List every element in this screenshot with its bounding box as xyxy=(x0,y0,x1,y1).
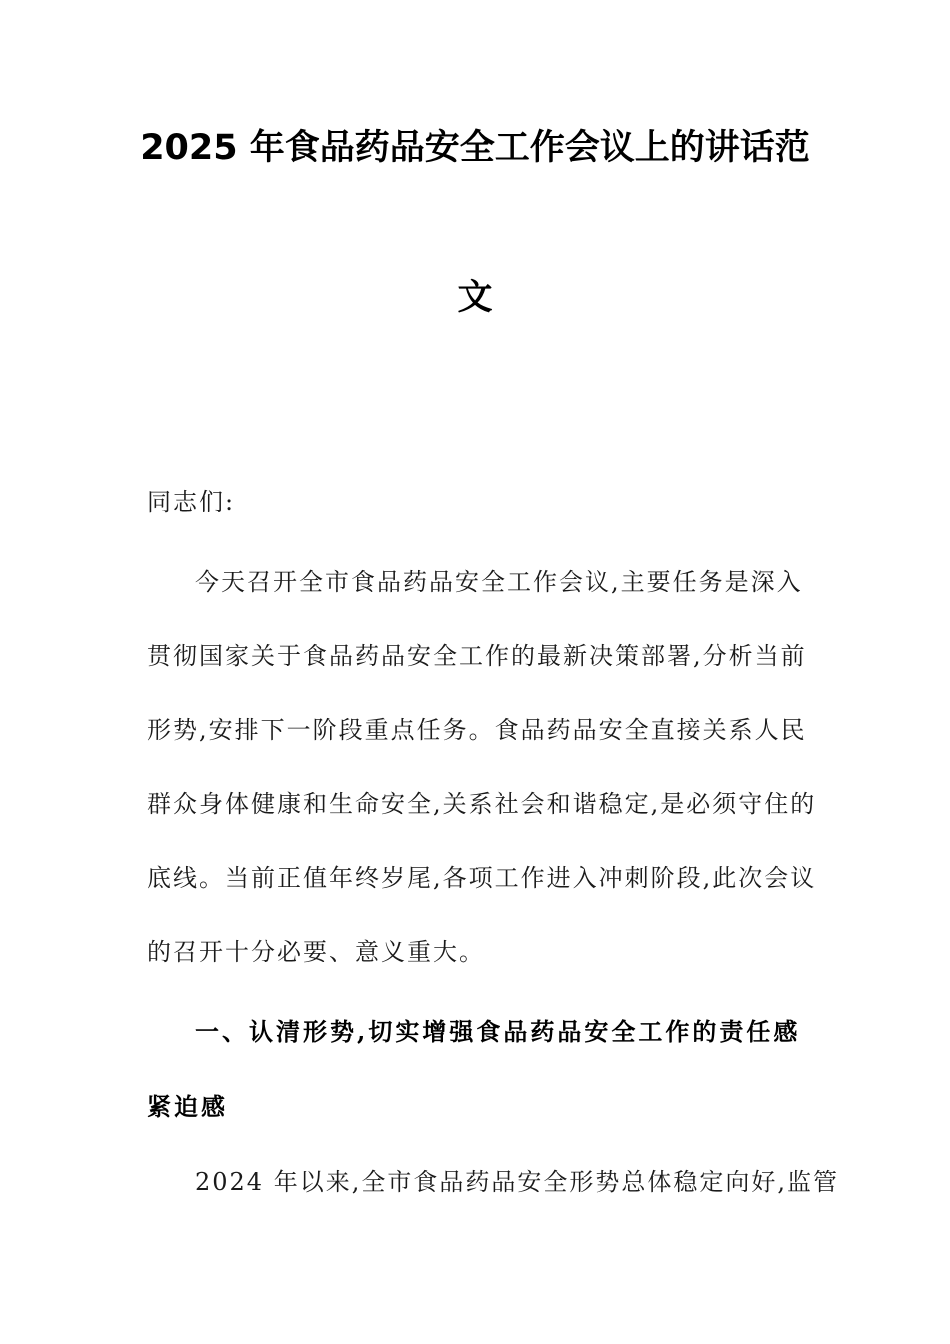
intro-line-2: 贯彻国家关于食品药品安全工作的最新决策部署,分析当前 xyxy=(147,642,807,670)
intro-line-4: 群众身体健康和生命安全,关系社会和谐稳定,是必须守住的 xyxy=(147,790,817,818)
intro-line-1: 今天召开全市食品药品安全工作会议,主要任务是深入 xyxy=(195,568,803,596)
section-1-heading-line-1: 一、认清形势,切实增强食品药品安全工作的责任感 xyxy=(195,1017,801,1046)
intro-line-3: 形势,安排下一阶段重点任务。食品药品安全直接关系人民 xyxy=(147,716,807,744)
intro-line-5: 底线。当前正值年终岁尾,各项工作进入冲刺阶段,此次会议 xyxy=(147,864,817,892)
section-1-paragraph-line-1: 2024 年以来,全市食品药品安全形势总体稳定向好,监管 xyxy=(195,1168,839,1196)
document-title-line-2: 文 xyxy=(457,278,493,318)
intro-line-6: 的召开十分必要、意义重大。 xyxy=(147,938,485,966)
section-1-heading-line-2: 紧迫感 xyxy=(147,1092,228,1121)
document-title-line-1: 2025 年食品药品安全工作会议上的讲话范 xyxy=(140,128,810,168)
salutation: 同志们: xyxy=(147,488,236,516)
